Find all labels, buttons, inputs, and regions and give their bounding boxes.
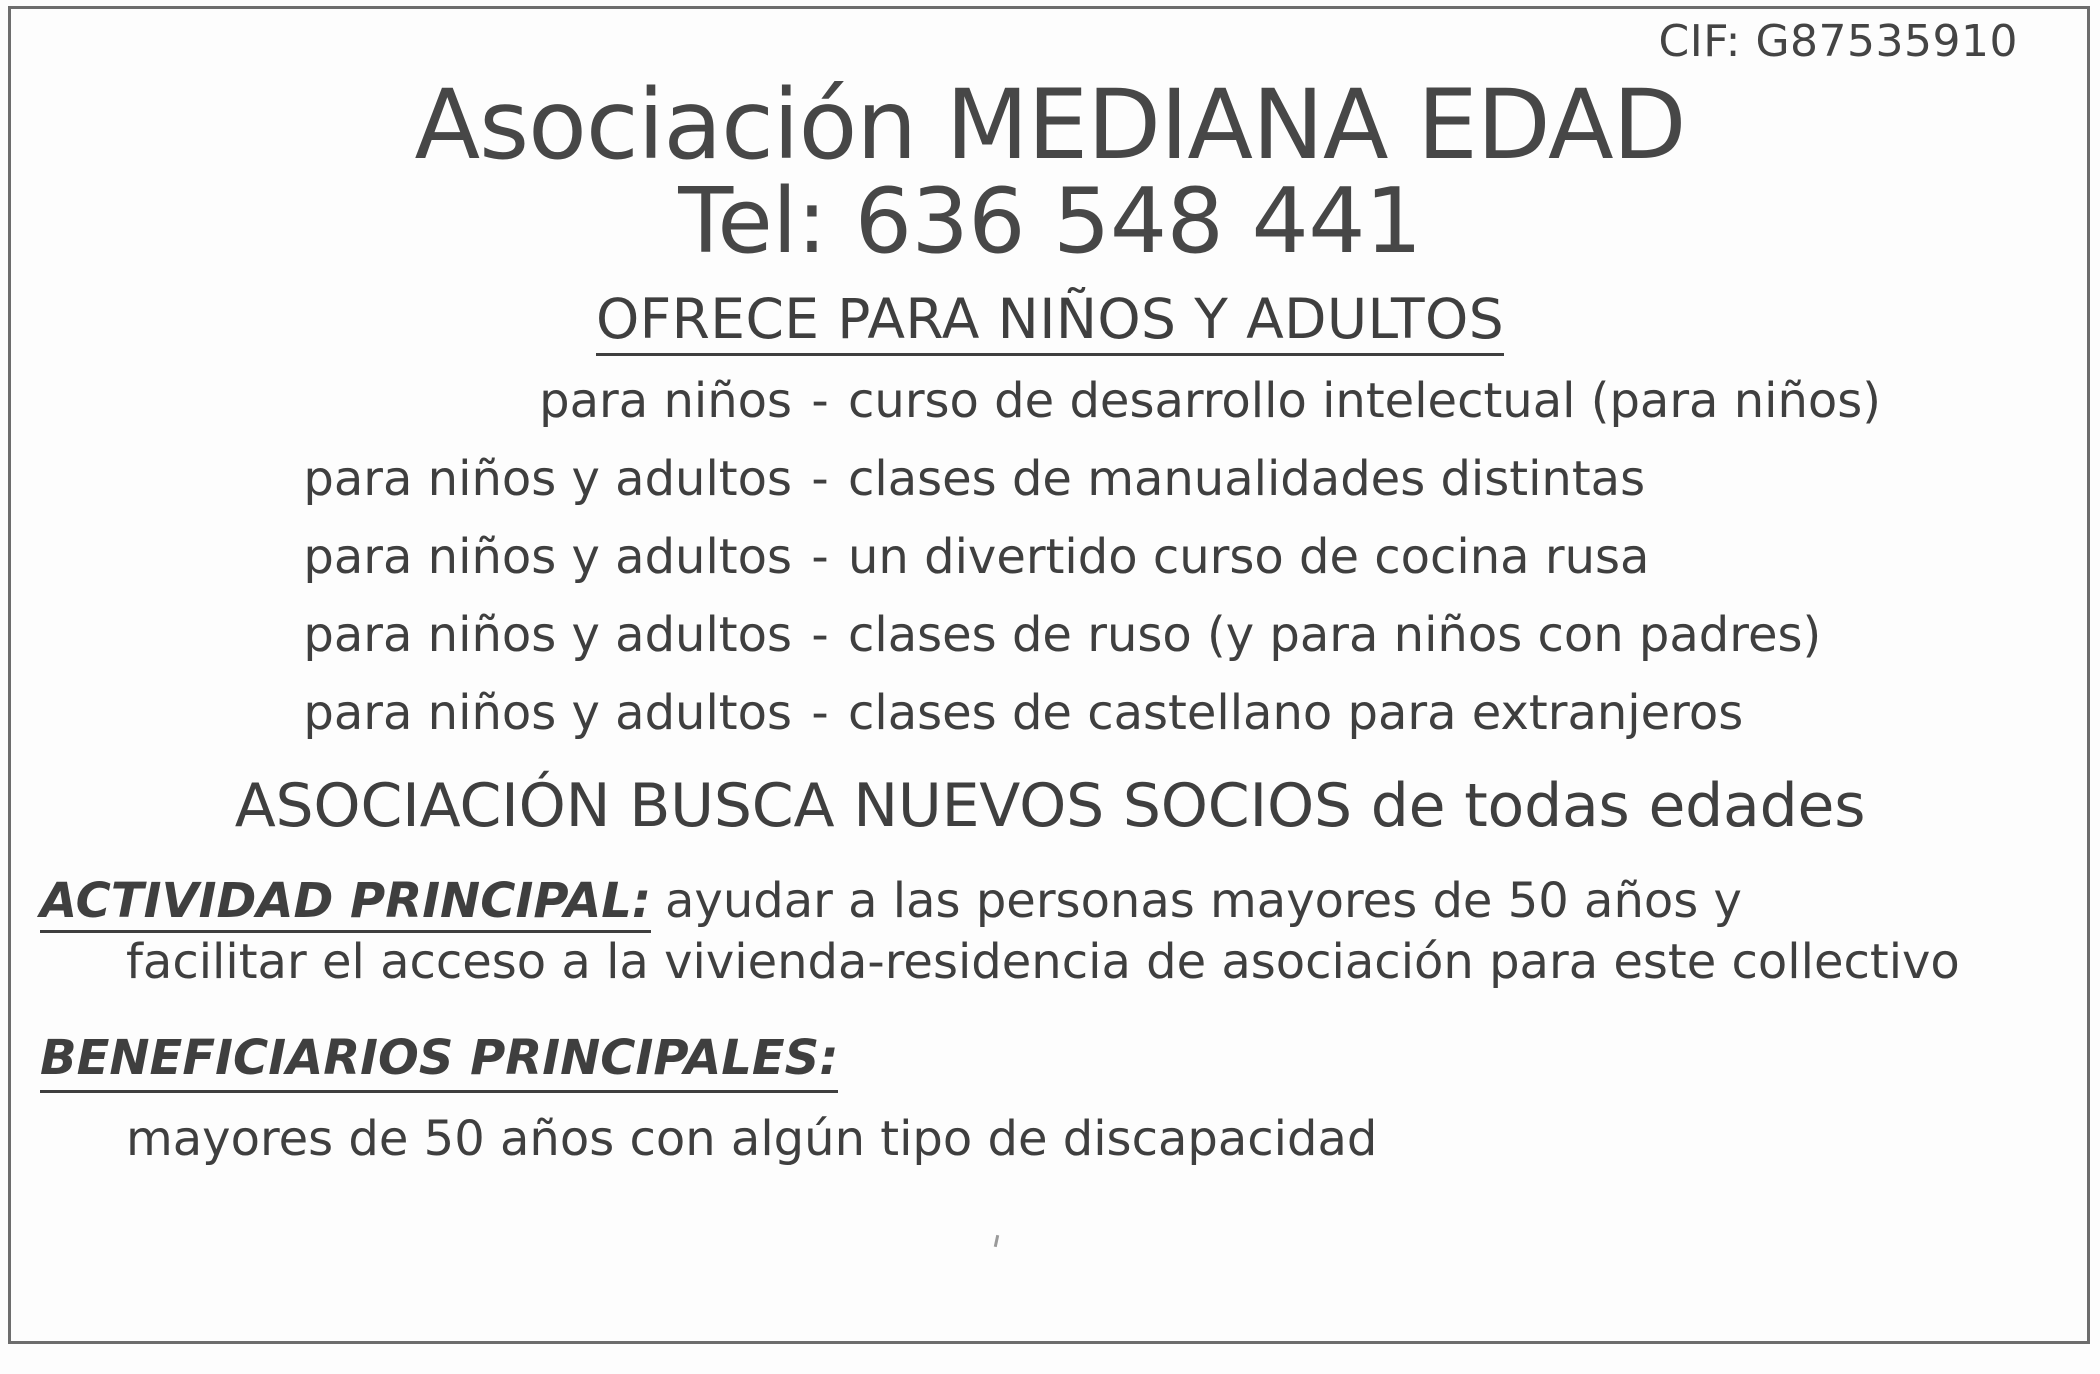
list-item <box>40 684 2060 741</box>
offers-list <box>40 372 2060 741</box>
offers-heading <box>40 287 2060 351</box>
offer-audience: para niños y adultos <box>303 684 792 741</box>
cif-number: CIF: G87535910 <box>1658 16 2018 67</box>
beneficiaries-line1: mayores de 50 años con algún tipo de discapacidad <box>126 1110 1378 1167</box>
seeking-members-line: ASOCIACIÓN BUSCA NUEVOS SOCIOS de todas edades <box>234 770 1866 841</box>
offer-description: un divertido curso de cocina rusa <box>848 528 1650 585</box>
list-item <box>40 450 2060 507</box>
beneficiaries-block <box>40 1028 2060 1171</box>
main-activity-line1: ayudar a las personas mayores de 50 años y <box>665 872 1742 929</box>
main-activity-line2: facilitar el acceso a la vivienda-residencia de asociación para este collectivo <box>126 934 1960 991</box>
offer-dash: - <box>811 372 829 429</box>
offer-description: curso de desarrollo intelectual (para niños) <box>848 372 1882 429</box>
offer-audience: para niños y adultos <box>303 606 792 663</box>
list-item <box>40 606 2060 663</box>
offer-audience: para niños y adultos <box>303 528 792 585</box>
offer-audience: para niños y adultos <box>303 450 792 507</box>
list-item <box>40 372 2060 429</box>
offer-description: clases de manualidades distintas <box>848 450 1646 507</box>
offer-description: clases de castellano para extranjeros <box>848 684 1744 741</box>
offer-dash: - <box>811 450 829 507</box>
offer-dash: - <box>811 684 829 741</box>
beneficiaries-label: BENEFICIARIOS PRINCIPALES: <box>40 1028 838 1093</box>
list-item <box>40 528 2060 585</box>
main-activity-label: ACTIVIDAD PRINCIPAL: <box>40 873 651 933</box>
offers-heading-text: OFRECE PARA NIÑOS Y ADULTOS <box>596 287 1504 356</box>
main-activity-block <box>40 871 2060 994</box>
offer-audience: para niños <box>539 372 792 429</box>
organization-title: Asociación MEDIANA EDAD <box>414 69 1686 181</box>
offer-dash: - <box>811 606 829 663</box>
offer-description: clases de ruso (y para niños con padres) <box>848 606 1822 663</box>
offer-dash: - <box>811 528 829 585</box>
phone-number: Tel: 636 548 441 <box>678 168 1422 274</box>
